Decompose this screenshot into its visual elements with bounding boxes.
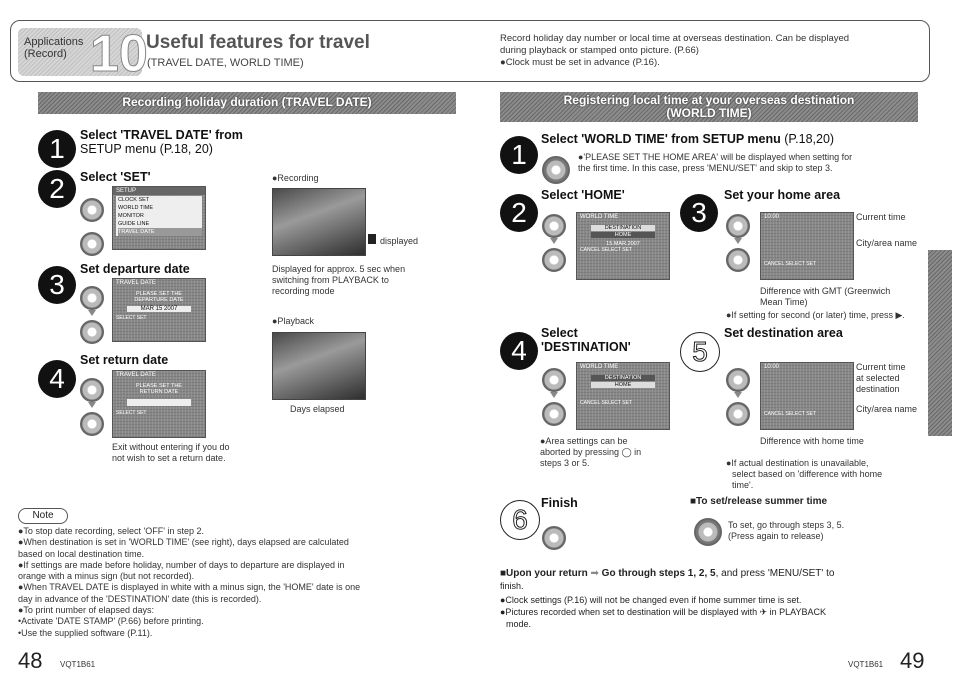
travel-date-icon xyxy=(368,234,376,244)
step-2-badge: 2 xyxy=(38,170,76,208)
menu-set-dial-icon xyxy=(80,320,104,344)
destination-area-screen: 10:00 CANCEL SELECT SET xyxy=(760,362,854,430)
days-elapsed-label: Days elapsed xyxy=(290,404,345,414)
menu-set-dial-icon xyxy=(80,412,104,436)
world-step-1-title: Select 'WORLD TIME' from SETUP menu (P.18,20) xyxy=(541,132,835,146)
world-step-3-title: Set your home area xyxy=(724,188,841,202)
abort-settings-note: ●Area settings can be aborted by pressing ◯ in steps 3 or 5. xyxy=(540,436,642,468)
return-date-screen: TRAVEL DATE PLEASE SET THE RETURN DATE SELECT SET xyxy=(112,370,206,438)
down-arrow-icon xyxy=(734,392,742,398)
left-page-number: 48 xyxy=(18,648,43,673)
down-arrow-icon xyxy=(550,392,558,398)
step-4-note: Exit without entering if you do not wish to set a return date. xyxy=(112,442,230,463)
right-model-code: VQT1B61 xyxy=(848,660,884,669)
home-current-time-callout: Current time xyxy=(856,212,906,222)
arrow-right-icon: ➡ xyxy=(590,568,599,579)
recording-photo xyxy=(272,188,366,256)
cursor-dial-icon xyxy=(542,214,566,238)
cursor-dial-icon xyxy=(80,198,104,222)
world-step-1-badge: 1 xyxy=(500,136,538,174)
world-step-5-title: Set destination area xyxy=(724,326,843,340)
step-4-title: Set return date xyxy=(80,353,169,367)
departure-date-screen: TRAVEL DATE PLEASE SET THE DEPARTURE DATE MAR 15 2007 SELECT SET xyxy=(112,278,206,342)
world-step-6-title: Finish xyxy=(541,496,578,510)
down-arrow-icon xyxy=(734,238,742,244)
summer-time-instructions: To set, go through steps 3, 5. (Press again to release) xyxy=(728,520,845,541)
menu-set-dial-icon xyxy=(542,402,566,426)
recording-description: Displayed for approx. 5 sec when switching from PLAYBACK to recording mode xyxy=(272,264,406,296)
step-3-title: Set departure date xyxy=(80,262,190,276)
notes-list: ●To stop date recording, select 'OFF' in step 2. ●When destination is set in 'WORLD TIME' (see right), days elapsed are calculated based on local destination time. ●If settings are made before holiday, number of days to departure are displayed in orange with a minus sign (but not recorded). ●When TRAVEL DATE is displayed in white with a minus sign, the 'HOME' date is one day in advance of the 'DESTINATION' date (this is recorded). ●To print number of elapsed days: •Activate 'DATE STAMP' (P.66) before printing. •Use the supplied software (P.11). xyxy=(18,526,361,638)
down-arrow-icon xyxy=(88,402,96,408)
step-3-badge: 3 xyxy=(38,266,76,304)
setup-menu-screen: SETUP CLOCK SET WORLD TIME MONITOR GUIDE LINE TRAVEL DATE xyxy=(112,186,206,250)
menu-set-dial-icon xyxy=(80,232,104,256)
cursor-dial-icon xyxy=(542,368,566,392)
destination-city-name-callout: City/area name xyxy=(856,404,918,414)
chapter-number: 10 xyxy=(90,25,148,83)
travel-date-heading: Recording holiday duration (TRAVEL DATE) xyxy=(38,92,456,114)
airplane-icon: ✈ xyxy=(759,607,768,617)
world-step-1-note: ●'PLEASE SET THE HOME AREA' will be displayed when setting for the first time. In this case, press 'MENU/SET' and skip to step 3. xyxy=(578,152,853,173)
gmt-difference-note: Difference with GMT (Greenwich Mean Time) xyxy=(760,286,891,307)
unavailable-destination-note: ●If actual destination is unavailable, select based on 'difference with home time'. xyxy=(726,458,883,490)
world-step-5-badge: 5 xyxy=(680,332,720,372)
note-pill: Note xyxy=(18,508,68,524)
world-step-2-badge: 2 xyxy=(500,194,538,232)
displayed-label: displayed xyxy=(380,236,419,246)
world-time-select-screen: WORLD TIME DESTINATION HOME 15.MAR.2007 CANCEL SELECT SET xyxy=(576,212,670,280)
home-difference-note: Difference with home time xyxy=(760,436,864,446)
menu-set-dial-icon xyxy=(542,526,566,550)
second-setting-note: ●If setting for second (or later) time, press ▶. xyxy=(726,310,905,320)
step-2-title: Select 'SET' xyxy=(80,170,151,184)
cursor-dial-icon xyxy=(726,368,750,392)
destination-select-screen: WORLD TIME DESTINATION HOME CANCEL SELECT SET xyxy=(576,362,670,430)
step-1-title: Select 'TRAVEL DATE' from SETUP menu (P.18, 20) xyxy=(80,128,243,156)
playback-label: ●Playback xyxy=(272,316,314,326)
down-arrow-icon xyxy=(550,238,558,244)
home-city-name-callout: City/area name xyxy=(856,238,918,248)
menu-set-dial-icon xyxy=(726,248,750,272)
cursor-dial-icon xyxy=(80,378,104,402)
world-step-4-title: Select 'DESTINATION' xyxy=(541,326,631,354)
summer-time-title: ■To set/release summer time xyxy=(690,496,828,507)
chapter-tab-label: Applications (Record) xyxy=(24,36,84,60)
world-step-6-badge: 6 xyxy=(500,500,540,540)
down-arrow-icon xyxy=(88,310,96,316)
menu-set-small-icon: ◯ xyxy=(621,447,632,457)
page-subtitle: (TRAVEL DATE, WORLD TIME) xyxy=(147,57,304,69)
playback-photo xyxy=(272,332,366,400)
intro-text: Record holiday day number or local time at overseas destination. Can be displayed during playback or stamped onto picture. (P.66) ●Clock must be set in advance (P.16). xyxy=(500,33,850,68)
world-time-heading: Registering local time at your overseas destination (WORLD TIME) xyxy=(500,92,918,122)
left-model-code: VQT1B61 xyxy=(60,660,96,669)
upon-return-section: ■Upon your return ➡ Go through steps 1, 2, 5, and press 'MENU/SET' to finish. ●Clock settings (P.16) will not be changed even if home summer time is set. ●Pictures recorded when set to destination will be displayed with ✈ in PLAYBACK mode. xyxy=(500,568,835,629)
cursor-dial-icon xyxy=(80,286,104,310)
right-page-number: 49 xyxy=(900,648,925,673)
step-1-badge: 1 xyxy=(38,130,76,168)
menu-set-dial-icon xyxy=(726,402,750,426)
world-step-4-badge: 4 xyxy=(500,332,538,370)
world-step-3-badge: 3 xyxy=(680,194,718,232)
recording-label: ●Recording xyxy=(272,173,319,183)
up-button-icon xyxy=(694,518,722,546)
home-area-screen: 10:00 CANCEL SELECT SET xyxy=(760,212,854,280)
step-4-badge: 4 xyxy=(38,360,76,398)
side-index-tab xyxy=(928,250,952,436)
menu-set-dial-icon xyxy=(542,248,566,272)
world-step-2-title: Select 'HOME' xyxy=(541,188,625,202)
page-title: Useful features for travel xyxy=(146,32,370,53)
cursor-dial-icon xyxy=(726,214,750,238)
destination-current-time-callout: Current time at selected destination xyxy=(856,362,906,394)
menu-set-dial-icon xyxy=(542,156,570,184)
